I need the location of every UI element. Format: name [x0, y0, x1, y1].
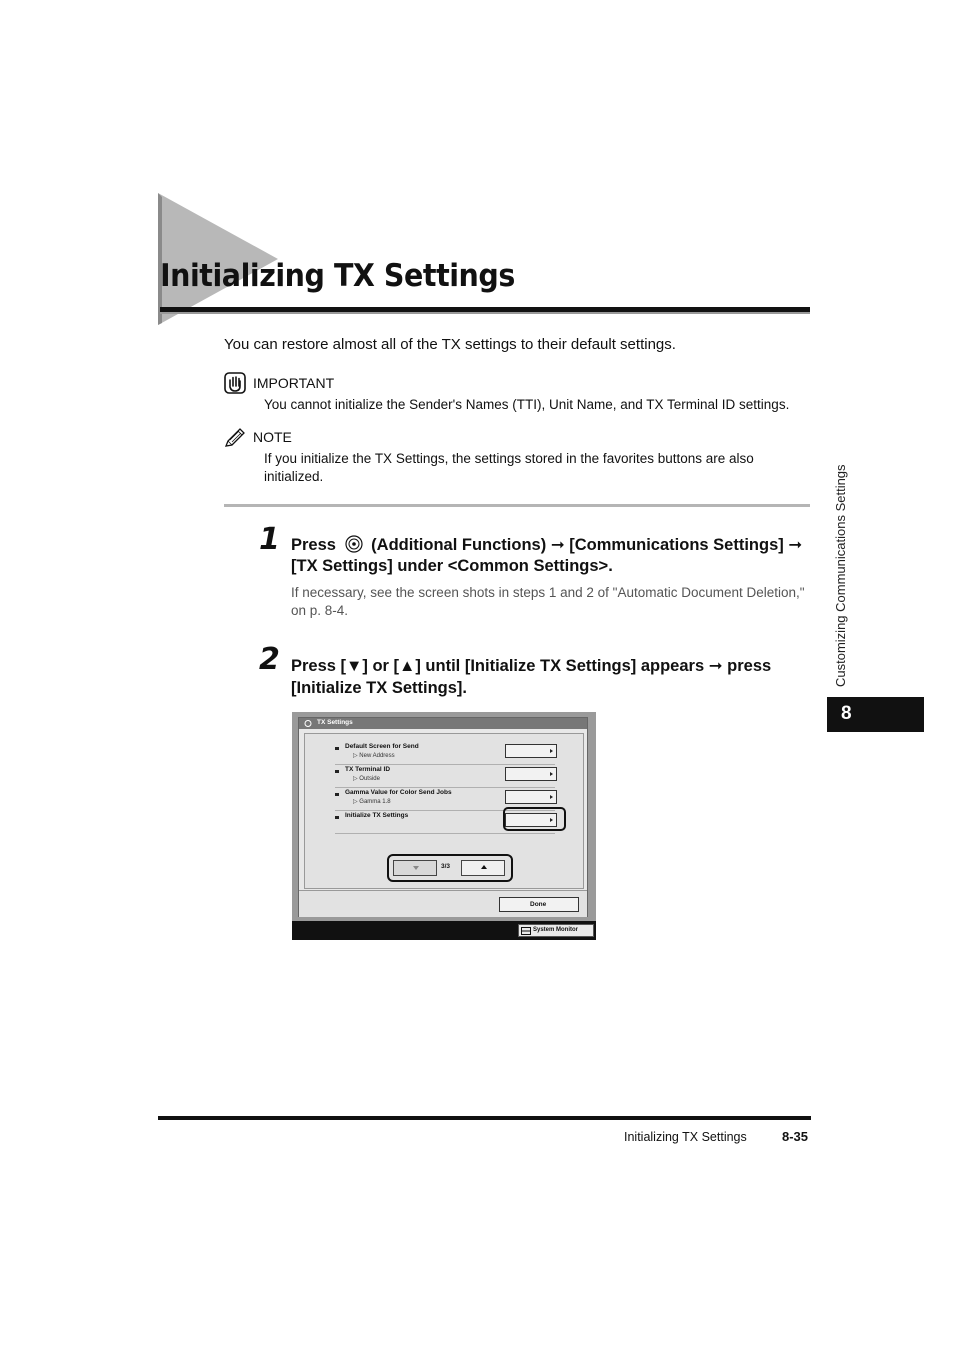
arrow-icon: ➞	[788, 536, 803, 554]
page-number: 8-35	[782, 1129, 809, 1144]
bullet-icon	[335, 747, 339, 750]
step-1-instruction	[291, 535, 811, 577]
gamma-value-button[interactable]	[505, 790, 557, 804]
note-text: If you initialize the TX Settings, the settings stored in the favorites buttons are also initialized.	[264, 451, 754, 484]
status-bar	[292, 921, 596, 940]
step-2-part-a: Press [▼] or [▲] until [Initialize TX Settings] appears	[291, 657, 705, 675]
step-1-additional: (Additional Functions)	[371, 536, 547, 554]
step-2-part-b: press [Initialize TX Settings].	[291, 657, 772, 697]
page-indicator: 3/3	[441, 863, 451, 870]
row-label: Initialize TX Settings	[345, 812, 409, 819]
screen-header	[299, 718, 587, 729]
note-label: NOTE	[253, 429, 292, 445]
intro-text: You can restore almost all of the TX settings to their default settings.	[224, 336, 676, 353]
done-label: Done	[530, 901, 547, 908]
important-label: IMPORTANT	[253, 375, 335, 391]
chapter-side-label: Customizing Communications Settings	[833, 464, 848, 687]
settings-icon	[304, 720, 312, 727]
hand-stop-icon	[224, 372, 246, 394]
monitor-icon	[521, 927, 531, 935]
tx-settings-screenshot	[292, 712, 596, 940]
default-screen-button[interactable]	[505, 744, 557, 758]
title-rule-shadow	[160, 312, 810, 314]
row-label: Gamma Value for Color Send Jobs	[345, 789, 452, 796]
screen-window	[298, 717, 588, 917]
up-arrow-icon	[462, 861, 506, 875]
system-monitor-label: System Monitor	[533, 927, 579, 933]
step-2-instruction	[291, 655, 811, 699]
arrow-icon: ➞	[550, 536, 565, 554]
bullet-icon	[335, 793, 339, 796]
section-divider	[224, 504, 810, 507]
step-1-subtext: If necessary, see the screen shots in steps 1 and 2 of "Automatic Document Deletion," on p. 8-4.	[291, 585, 805, 618]
screen-content	[304, 733, 584, 889]
scroll-up-button[interactable]	[461, 860, 505, 876]
down-arrow-icon	[394, 861, 438, 875]
arrow-icon: ➞	[708, 657, 723, 675]
footer-title: Initializing TX Settings	[624, 1130, 747, 1144]
row-value: ▷ Outside	[353, 776, 380, 782]
bullet-icon	[335, 816, 339, 819]
step-1-tx: [TX Settings] under <Common Settings>.	[291, 557, 613, 575]
screen-title: TX Settings	[317, 719, 353, 726]
screen-footer	[299, 890, 587, 917]
bullet-icon	[335, 770, 339, 773]
additional-functions-icon	[345, 535, 363, 553]
row-value: ▷ Gamma 1.8	[353, 799, 391, 805]
row-label: Default Screen for Send	[345, 743, 419, 750]
pencil-icon	[224, 427, 246, 449]
page-title: Initializing TX Settings	[160, 258, 515, 294]
done-button[interactable]	[499, 897, 579, 912]
important-text: You cannot initialize the Sender's Names (TTI), Unit Name, and TX Terminal ID settings.	[264, 397, 790, 412]
step-1-comm: [Communications Settings]	[569, 536, 784, 554]
highlight-frame	[503, 807, 566, 831]
row-value: ▷ New Address	[353, 753, 395, 759]
tx-terminal-id-button[interactable]	[505, 767, 557, 781]
chapter-tab	[827, 697, 924, 732]
chapter-number: 8	[841, 703, 852, 724]
footer-rule	[158, 1116, 811, 1120]
row-label: TX Terminal ID	[345, 766, 391, 773]
scroll-down-button[interactable]	[393, 860, 437, 876]
step-1-number: 1	[259, 522, 280, 557]
pager	[387, 854, 513, 882]
step-2-number: 2	[259, 642, 280, 677]
step-1-press: Press	[291, 536, 336, 554]
system-monitor-button[interactable]	[518, 924, 594, 937]
